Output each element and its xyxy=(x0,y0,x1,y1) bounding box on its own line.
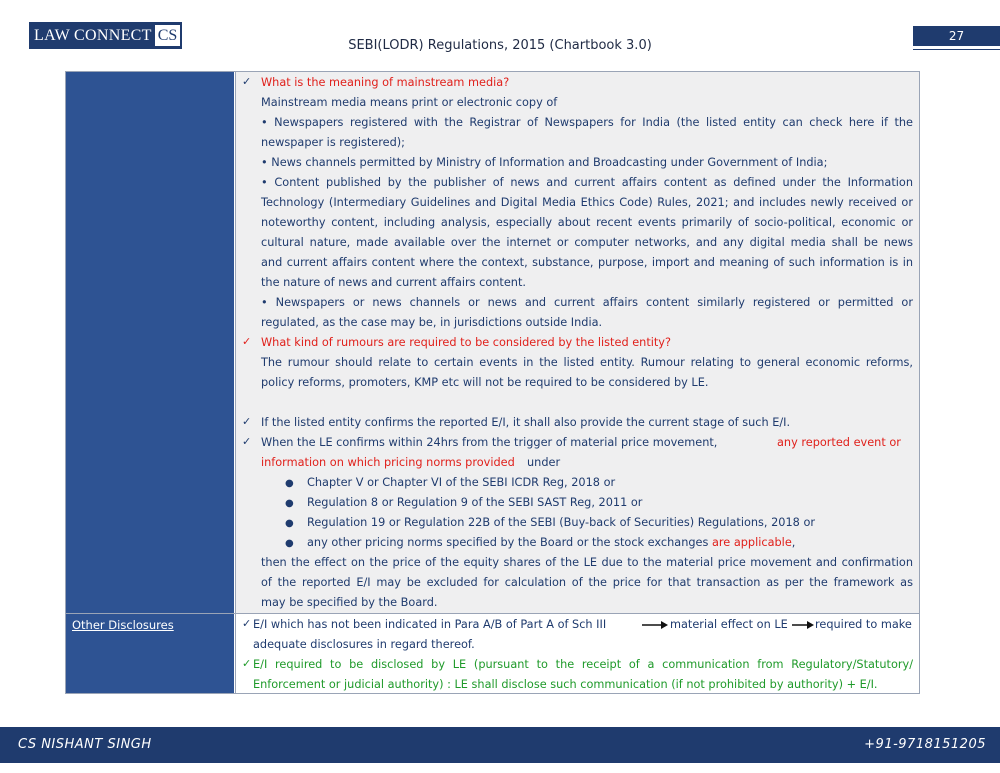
effect-line3: may be specified by the Board. xyxy=(261,596,438,609)
footer-phone: +91-9718151205 xyxy=(864,737,986,752)
mainstream-media-intro: Mainstream media means print or electronic copy of xyxy=(261,96,558,109)
question-rumours: What kind of rumours are required to be considered by the listed entity? xyxy=(261,336,671,349)
bullet-content-line5: and current affairs content where the context, substance, purpose, import and meaning of such information is in xyxy=(261,256,913,269)
sub-item-icdr: Chapter V or Chapter VI of the SEBI ICDR Reg, 2018 or xyxy=(307,476,616,489)
arrow-right-icon xyxy=(642,620,668,630)
rumours-answer-line1: The rumour should relate to certain events in the listed entity. Rumour relating to general economic reforms, xyxy=(261,356,913,369)
footer-bar xyxy=(0,727,1000,763)
od2-line2: Enforcement or judicial authority) : LE shall disclose such communication (if not prohibited by authority) + E/I. xyxy=(253,678,878,691)
bullet-content-line2: Technology (Intermediary Guidelines and Digital Media Ethics Code) Rules, 2021; and includes newly received or xyxy=(261,196,913,209)
bullet-newspapers-line2: newspaper is registered); xyxy=(261,136,405,149)
bullet-news-channels: • News channels permitted by Ministry of Information and Broadcasting under Government of India; xyxy=(261,156,828,169)
content-table xyxy=(65,71,920,694)
sub-item-other-norms-b: are applicable xyxy=(711,536,792,549)
checkmark-icon: ✓ xyxy=(242,415,252,428)
bullet-icon: ● xyxy=(285,478,294,489)
bullet-content-line3: noteworthy content, including analysis, especially about recent events primarily of socio-political, economic or xyxy=(261,216,913,229)
document-title: SEBI(LODR) Regulations, 2015 (Chartbook 3.0) xyxy=(348,38,652,53)
checkmark-icon: ✓ xyxy=(242,617,252,630)
bullet-icon: ● xyxy=(285,518,294,529)
sub-item-other-norms xyxy=(307,533,795,553)
bullet-content-line1: • Content published by the publisher of news and current affairs content as defined under the Information xyxy=(261,176,913,189)
left-column-cell xyxy=(66,72,234,613)
rumours-answer-line2: policy reforms, promoters, KMP etc will not be required to be considered by LE. xyxy=(261,376,709,389)
sub-item-buyback: Regulation 19 or Regulation 22B of the SEBI (Buy-back of Securities) Regulations, 2018 or xyxy=(307,516,816,529)
effect-line1: then the effect on the price of the equity shares of the LE due to the material price movement and confirmation xyxy=(261,556,913,569)
od1-text-c: required to make xyxy=(815,618,912,631)
od2-line1: E/I required to be disclosed by LE (pursuant to the receipt of a communication from Regulatory/Statutory/ xyxy=(253,658,913,671)
other-disclosures-cell xyxy=(235,614,919,693)
effect-line2: of the reported E/I may be excluded for calculation of the price for that transaction as per the framework as xyxy=(261,576,913,589)
checkmark-icon: ✓ xyxy=(242,75,252,88)
other-disclosures-label: Other Disclosures xyxy=(72,618,174,632)
checkmark-icon: ✓ xyxy=(242,435,252,448)
bullet-content-line6: the nature of news and current affairs content. xyxy=(261,276,526,289)
pricing-point-line2b: under xyxy=(527,456,561,469)
checkmark-icon: ✓ xyxy=(242,335,252,348)
sub-item-sast: Regulation 8 or Regulation 9 of the SEBI SAST Reg, 2011 or xyxy=(307,496,643,509)
bullet-icon: ● xyxy=(285,538,294,549)
footer-author: CS NISHANT SINGH xyxy=(18,737,152,752)
od1-text-a: E/I which has not been indicated in Para A/B of Part A of Sch III xyxy=(253,618,607,631)
sub-item-other-norms-a: any other pricing norms specified by the Board or the stock exchanges xyxy=(307,536,709,549)
arrow-right-icon xyxy=(792,620,814,630)
od1-text-b: material effect on LE xyxy=(670,618,788,631)
bullet-newspapers-line1: • Newspapers registered with the Registrar of Newspapers for India (the listed entity can check here if the xyxy=(261,116,913,129)
question-mainstream-media: What is the meaning of mainstream media? xyxy=(261,76,510,89)
pricing-point-line1b: any reported event or xyxy=(777,436,901,449)
pricing-point-line1a: When the LE confirms within 24hrs from the trigger of material price movement, xyxy=(261,436,718,449)
page-number: 27 xyxy=(913,26,1000,46)
bullet-icon: ● xyxy=(285,498,294,509)
left-column-cell-other xyxy=(66,614,234,693)
bullet-foreign-line1: • Newspapers or news channels or news and current affairs content similarly registered or permitted or xyxy=(261,296,913,309)
checkmark-icon: ✓ xyxy=(242,657,252,670)
confirm-stage-point: If the listed entity confirms the reported E/I, it shall also provide the current stage of such E/I. xyxy=(261,416,791,429)
sub-item-other-norms-c: , xyxy=(791,536,796,549)
bullet-foreign-line2: regulated, as the case may be, in jurisdictions outside India. xyxy=(261,316,603,329)
right-column-cell xyxy=(235,72,919,613)
logo-suffix: CS xyxy=(155,25,181,46)
od1-line2: adequate disclosures in regard thereof. xyxy=(253,638,475,651)
bullet-content-line4: cultural nature, made available over the internet or computer networks, and any digital media shall be news xyxy=(261,236,913,249)
pricing-point-line2a: information on which pricing norms provided xyxy=(261,456,515,469)
logo-text: LAW CONNECT xyxy=(34,27,152,44)
